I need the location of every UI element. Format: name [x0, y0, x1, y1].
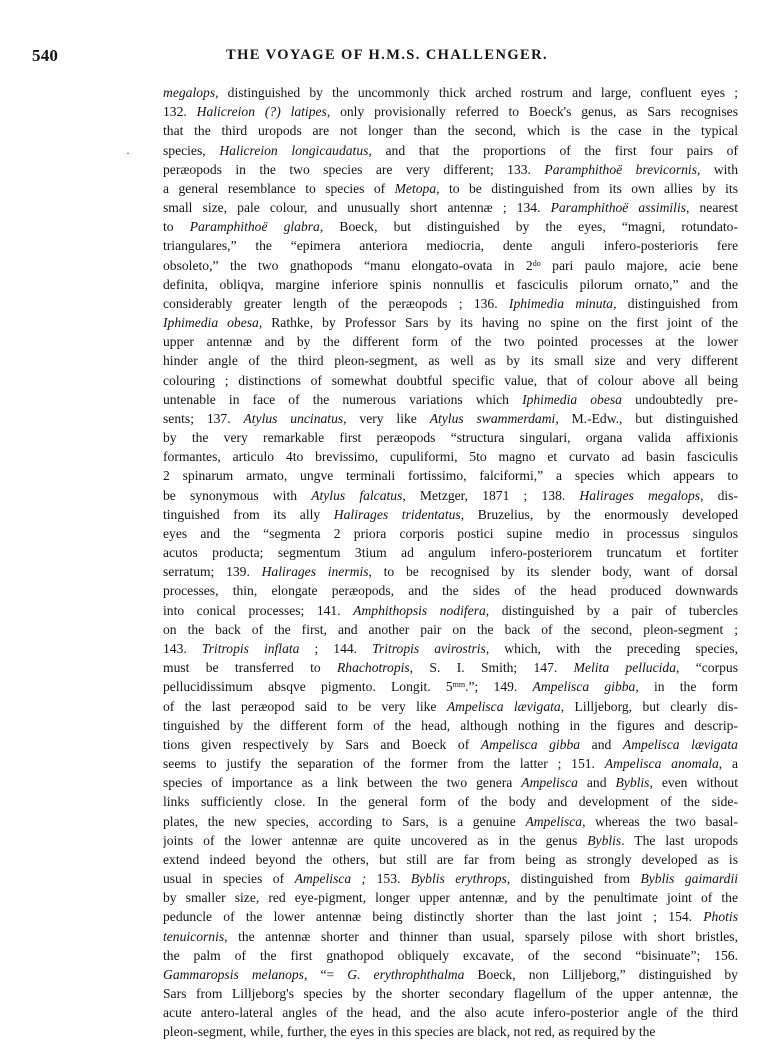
text-line: plates, the new species, according to Sars, is a genuine Ampelisca, whereas the two basal-: [163, 813, 738, 829]
text-line: formantes, articulo 4to brevissimo, cupuliformi, 5to magno et curvato ad basin fasciculis: [163, 449, 738, 465]
text-line: Sars from Lilljeborg's species by the shorter secondary flagellum of the upper antennæ, the: [163, 986, 738, 1002]
margin-mark: ·: [126, 146, 130, 160]
text-line: tinguished from its ally Halirages tridentatus, Bruzelius, by the enormously developed: [163, 506, 738, 522]
text-line: a general resemblance to species of Metopa, to be distinguished from its own allies by its: [163, 180, 738, 196]
text-line: be synonymous with Atylus falcatus, Metzger, 1871 ; 138. Halirages megalops, dis-: [163, 487, 738, 503]
text-line: pellucidissimum absqve pigmento. Longit. $5^{mm}$.”; 149. Ampelisca gibba, in the form: [163, 679, 738, 695]
running-title: THE VOYAGE OF H.M.S. CHALLENGER.: [226, 47, 548, 63]
text-line: to Paramphithoë glabra, Boeck, but distinguished by the eyes, “magni, rotundato-: [163, 219, 738, 235]
text-line: untenable in face of the numerous variations which Iphimedia obesa undoubtedly pre-: [163, 391, 738, 407]
text-line: pleon-segment, while, further, the eyes in this species are black, not red, as required by the: [163, 1024, 656, 1040]
text-line: peduncle of the lower antennæ being distinctly shorter than the last joint ; 154. Photis: [163, 909, 738, 925]
text-line: that the third uropods are not longer than the second, which is the case in the typical: [163, 123, 738, 139]
text-line: serratum; 139. Halirages inermis, to be recognised by its slender body, want of dorsal: [163, 564, 738, 580]
text-line: joints of the lower antennæ are quite uncovered as in the genus Byblis. The last uropods: [163, 832, 738, 848]
text-line: hinder angle of the third pleon-segment, as well as by its small size and very different: [163, 353, 738, 369]
text-line: definita, obliqva, margine inferiore spinis nonnullis et fasciculis pilorum ornato,” and the: [163, 276, 738, 292]
text-line: Iphimedia obesa, Rathke, by Professor Sars by its having no spine on the first joint of the: [163, 315, 738, 331]
running-header: [32, 46, 742, 66]
text-line: species, Halicreion longicaudatus, and that the proportions of the first four pairs of: [163, 142, 738, 158]
text-line: tenuicornis, the antennæ shorter and thinner than usual, sparsely pilose with short bristles,: [163, 928, 738, 944]
text-line: on the back of the first, and another pair on the back of the second, pleon-segment ;: [163, 621, 738, 637]
text-line: must be transferred to Rhachotropis, S. I. Smith; 147. Melita pellucida, “corpus: [163, 660, 738, 676]
text-line: eyes and the “segmenta 2 priora corporis postici supine medio in processus singulos: [163, 525, 738, 541]
text-line: 143. Tritropis inflata ; 144. Tritropis avirostris, which, with the preceding species,: [163, 640, 738, 656]
text-line: seems to justify the separation of the former from the latter ; 151. Ampelisca anomala, a: [163, 756, 738, 772]
text-line: 132. Halicreion (?) latipes, only provisionally referred to Boeck's genus, as Sars recognises: [163, 104, 738, 120]
text-line: upper antennæ and by the different form of the two pointed processes at the lower: [163, 334, 738, 350]
page-number: 540: [32, 46, 59, 65]
text-line: sents; 137. Atylus uncinatus, very like Atylus swammerdami, M.-Edw., but distinguished: [163, 410, 738, 426]
text-line: usual in species of Ampelisca ; 153. Byblis erythrops, distinguished from Byblis gaimardii: [163, 871, 738, 887]
text-line: extend indeed beyond the others, but still are far from being as strongly developed as is: [163, 851, 738, 867]
text-line: of the last peræopod said to be very like Ampelisca lævigata, Lilljeborg, but clearly dis-: [163, 698, 738, 714]
text-line: the palm of the first gnathopod obliquely excavate, of the second “bisinuate”; 156.: [163, 947, 738, 963]
text-line: processes, thin, elongate peræopods, and the sides of the head produced downwards: [163, 583, 738, 599]
text-line: Gammaropsis melanops, “= G. erythrophthalma Boeck, non Lilljeborg,” distinguished by: [163, 966, 738, 982]
text-line: tions given respectively by Sars and Boeck of Ampelisca gibba and Ampelisca lævigata: [163, 736, 738, 752]
text-line: by smaller size, red eye-pigment, longer upper antennæ, and by the penultimate joint of the: [163, 890, 738, 906]
text-line: megalops, distinguished by the uncommonly thick arched rostrum and large, confluent eyes ;: [163, 85, 738, 100]
text-line: triangulares,” the “epimera anteriora mediocria, dente anguli infero-posterioris fere: [163, 238, 738, 254]
text-line: links sufficiently close. In the general form of the body and development of the side-: [163, 794, 738, 810]
text-line: species of importance as a link between the two genera Ampelisca and Byblis, even without: [163, 775, 738, 791]
text-line: by the very remarkable first peræopods “structura singulari, organa valida affixionis: [163, 430, 738, 446]
text-line: colouring ; distinctions of somewhat doubtful specific value, that of colour above all being: [163, 372, 738, 388]
text-line: 2 spinarum armato, ungve terminali fortissimo, falciformi,” a species which appears to: [163, 468, 738, 484]
text-line: obsoleto,” the two gnathopods “manu elongato-ovata in $2^{do}$ pari paulo majore, acie bene: [163, 257, 738, 273]
text-line: considerably greater length of the peræopods ; 136. Iphimedia minuta, distinguished from: [163, 295, 738, 311]
text-line: into conical processes; 141. Amphithopsis nodifera, distinguished by a pair of tubercles: [163, 602, 738, 618]
text-line: small size, pale colour, and unusually short antennæ ; 134. Paramphithoë assimilis, nearest: [163, 200, 738, 216]
text-line: acute antero-lateral angles of the head, and the also acute infero-posterior angle of the third: [163, 1005, 738, 1021]
body-text: [163, 83, 738, 1042]
text-line: tinguished by the different form of the head, although nothing in the figures and descrip-: [163, 717, 738, 733]
text-line: peræopods in the two species are very different; 133. Paramphithoë brevicornis, with: [163, 161, 738, 177]
text-line: acutos producta; segmentum 3tium ad angulum infero-posteriorem truncatum et fortiter: [163, 545, 738, 561]
